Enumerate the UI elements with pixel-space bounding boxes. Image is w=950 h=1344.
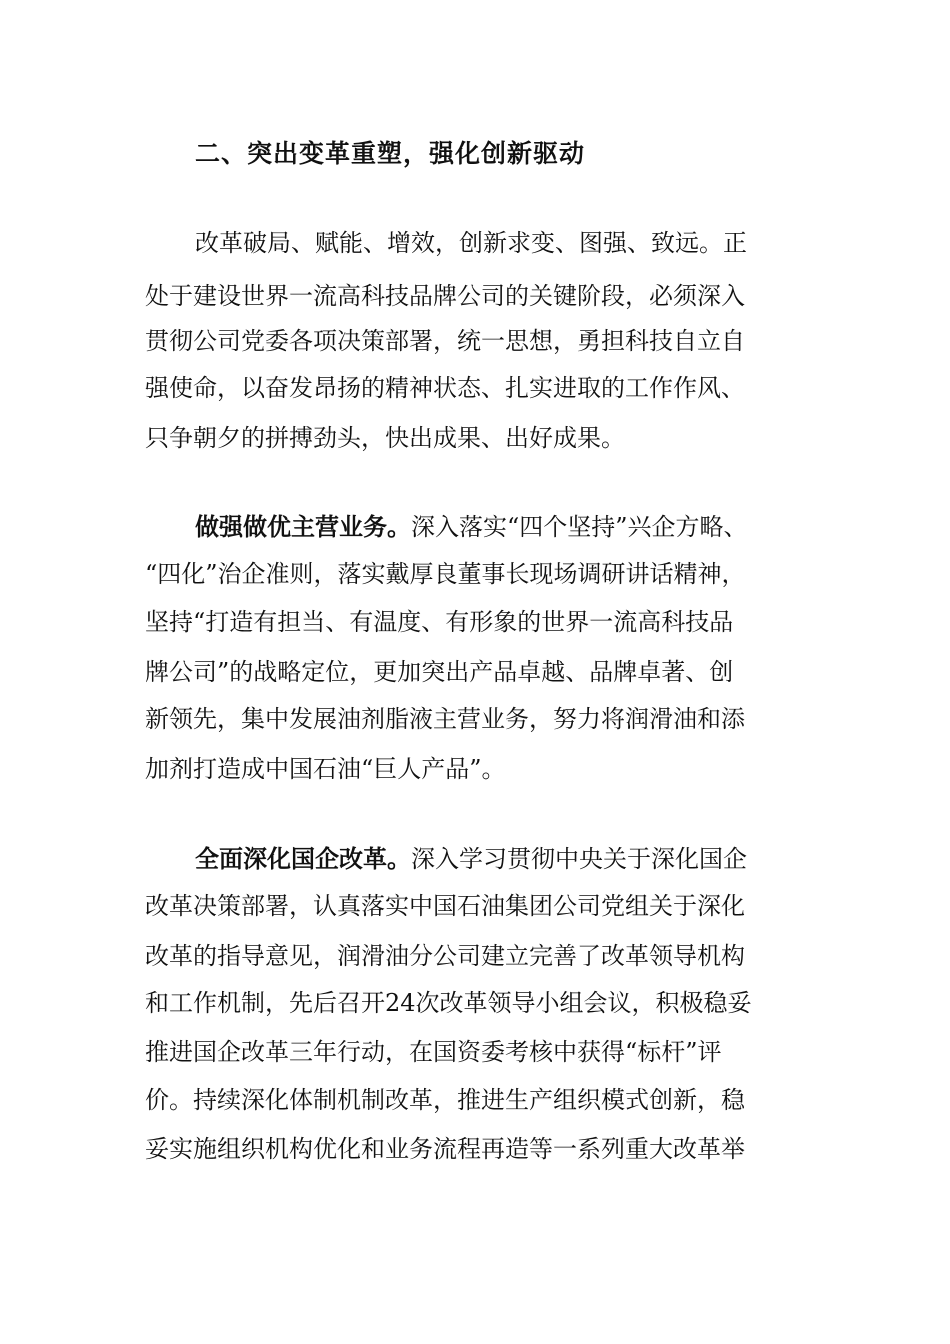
paragraph-3-line-2: 改革决策部署，认真落实中国石油集团公司党组关于深化 (145, 892, 745, 920)
paragraph-2-line-3: 坚持“打造有担当、有温度、有形象的世界一流高科技品 (145, 608, 734, 636)
paragraph-1-line-4: 强使命，以奋发昂扬的精神状态、扎实进取的工作作风、 (145, 374, 745, 402)
paragraph-3-line-1 (195, 842, 855, 876)
paragraph-3-lead: 全面深化国企改革。 (195, 845, 411, 873)
paragraph-2-line-5: 新领先，集中发展油剂脂液主营业务，努力将润滑油和添 (145, 705, 745, 733)
paragraph-3-line-7: 妥实施组织机构优化和业务流程再造等一系列重大改革举 (145, 1135, 745, 1163)
paragraph-1-line-2: 处于建设世界一流高科技品牌公司的关键阶段，必须深入 (145, 282, 745, 310)
paragraph-3-line-5: 推进国企改革三年行动，在国资委考核中获得“标杆”评 (145, 1038, 722, 1066)
paragraph-2-line-4: 牌公司”的战略定位，更加突出产品卓越、品牌卓著、创 (145, 658, 734, 686)
paragraph-3-line-4: 和工作机制，先后召开24次改革领导小组会议，积极稳妥 (145, 989, 752, 1017)
paragraph-3-line-3: 改革的指导意见，润滑油分公司建立完善了改革领导机构 (145, 942, 745, 970)
paragraph-1-line-3: 贯彻公司党委各项决策部署，统一思想，勇担科技自立自 (145, 327, 745, 355)
paragraph-2-line-2: “四化”治企准则，落实戴厚良董事长现场调研讲话精神， (145, 560, 746, 588)
paragraph-3-line-1-text: 深入学习贯彻中央关于深化国企 (411, 845, 747, 873)
paragraph-2-line-1 (195, 510, 855, 544)
paragraph-3-line-6: 价。持续深化体制机制改革，推进生产组织模式创新，稳 (145, 1086, 745, 1114)
paragraph-2-line-1-text: 深入落实“四个坚持”兴企方略、 (411, 513, 748, 541)
paragraph-1-line-1: 改革破局、赋能、增效，创新求变、图强、致远。正 (195, 229, 747, 257)
paragraph-2-line-6: 加剂打造成中国石油“巨人产品”。 (145, 755, 506, 783)
section-heading: 二、突出变革重塑，强化创新驱动 (195, 139, 586, 168)
paragraph-2-lead: 做强做优主营业务。 (195, 513, 411, 541)
paragraph-1-line-5: 只争朝夕的拼搏劲头，快出成果、出好成果。 (145, 424, 625, 452)
